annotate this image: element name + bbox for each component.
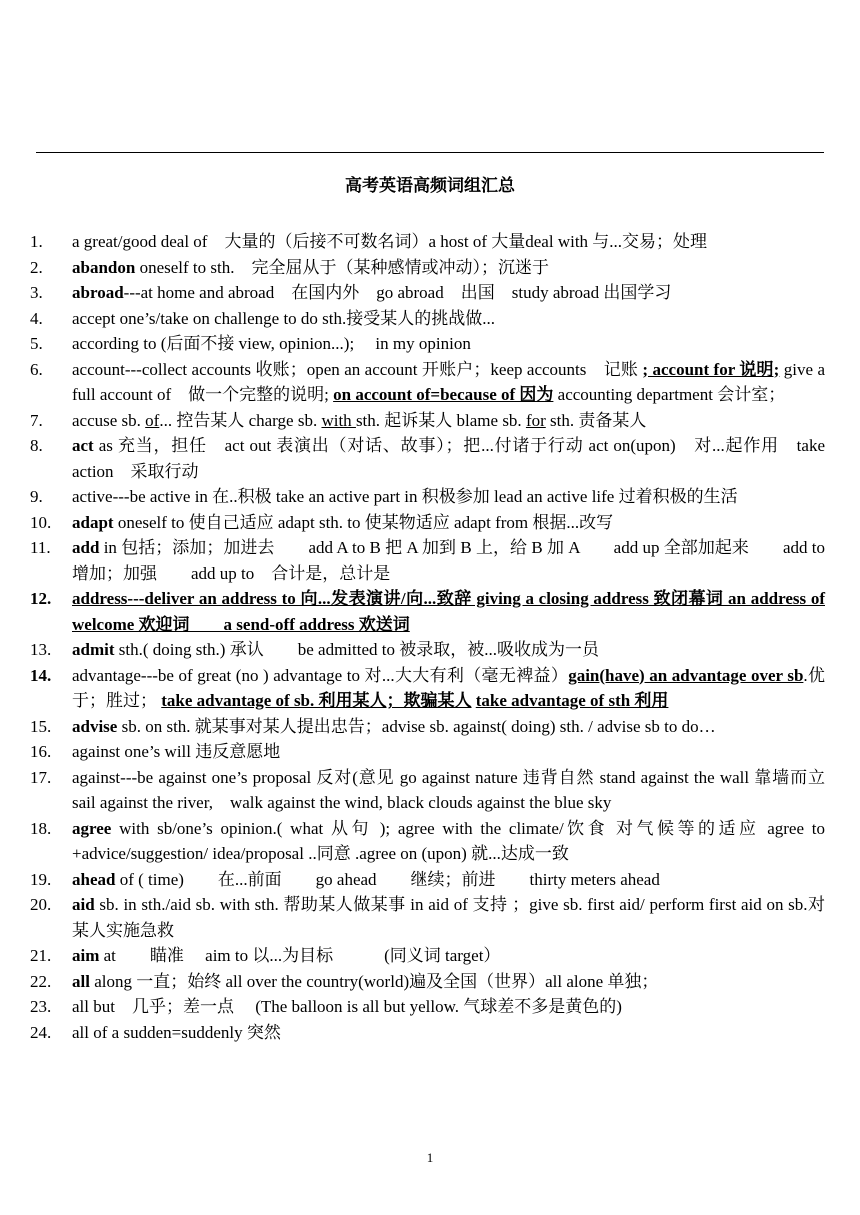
item-text	[72, 1020, 825, 1046]
item-number: 16.	[30, 742, 52, 761]
item-number: 9.	[30, 487, 43, 506]
emphasized-phrase: take advantage of sth 利用	[475, 691, 669, 710]
keyword: admit	[72, 640, 115, 659]
list-item	[30, 535, 842, 586]
keyword: abandon	[72, 257, 136, 277]
text-segment: all of a sudden=suddenly 突然	[72, 1022, 281, 1042]
text-segment: sb. in sth./aid sb. with sth. 帮助某人做某事 in aid of 支持 ；give sb. first aid/ perform first aid on sb.对某人实施急救	[72, 895, 825, 940]
item-text	[72, 586, 825, 637]
text-segment: .优于；胜过；	[72, 665, 825, 710]
text-segment: against---be against one’s proposal 反对(意见 go against nature 违背自然 stand against the wall 靠墙而立 sail against the river, walk against the wind, black clouds against the blue sky	[72, 767, 825, 812]
list-item	[30, 637, 825, 663]
item-text	[72, 484, 825, 510]
keyword: adapt	[72, 512, 114, 532]
list-item	[30, 510, 825, 536]
item-number: 3.	[30, 283, 43, 302]
item-number: 15.	[30, 716, 52, 736]
emphasized-phrase: ; account for 说明;	[642, 359, 780, 379]
item-number: 5.	[30, 334, 43, 353]
item-number: 7.	[30, 410, 43, 430]
item-text	[72, 892, 825, 943]
text-segment: along 一直；始终 all over the country(world)遍及全国（世界）all alone 单独；	[89, 971, 659, 991]
item-text	[72, 663, 825, 714]
text-segment: oneself to 使自己适应 adapt sth. to 使某物适应 adapt from 根据...改写	[113, 512, 614, 532]
text-segment: sth.( doing sth.) 承认 be admitted to 被录取，被...吸收成为一员	[114, 640, 599, 659]
item-text	[72, 433, 825, 484]
text-segment: sb. on sth. 就某事对某人提出忠告；advise sb. against( doing) sth. / advise sb to do…	[117, 716, 716, 736]
text-segment: of	[145, 410, 160, 430]
item-text	[72, 994, 825, 1020]
list-item	[30, 663, 825, 714]
keyword: ahead	[72, 869, 116, 889]
list-item	[30, 484, 825, 510]
text-segment: as 充当，担任 act out 表演出（对话、故事）；把...付诸于行动 act on(upon) 对...起作用 take action 采取行动	[72, 436, 825, 481]
keyword: advise	[72, 716, 118, 736]
keyword: abroad	[72, 283, 124, 302]
text-segment: ... 控告某人 charge sb.	[159, 410, 322, 430]
keyword: add	[72, 538, 100, 557]
keyword: act	[72, 436, 94, 455]
list-item	[30, 255, 825, 281]
list-item	[30, 714, 825, 740]
item-text	[72, 306, 825, 332]
item-number: 17.	[30, 767, 52, 787]
list-item	[30, 331, 825, 357]
item-text	[72, 535, 842, 586]
item-text	[72, 867, 825, 893]
item-text	[72, 357, 825, 408]
list-item	[30, 994, 825, 1020]
list-item	[30, 969, 825, 995]
text-segment: ---at home and abroad 在国内外 go abroad 出国 study abroad 出国学习	[123, 283, 672, 302]
text-segment: according to (后面不接 view, opinion...); in my opinion	[72, 334, 471, 353]
list-item	[30, 357, 825, 408]
item-text	[72, 255, 825, 281]
text-segment: advantage---be of great (no ) advantage to 对...大大有利（毫无裨益）	[72, 665, 569, 685]
item-number: 19.	[30, 869, 52, 889]
list-item	[30, 306, 825, 332]
item-number: 13.	[30, 640, 52, 659]
text-segment: accept one’s/take on challenge to do sth.接受某人的挑战做...	[72, 308, 496, 328]
page-title: 高考英语高频词组汇总	[345, 176, 515, 195]
item-number: 22.	[30, 971, 52, 991]
item-number: 12.	[30, 589, 52, 608]
list-item	[30, 867, 825, 893]
item-text	[72, 229, 825, 255]
item-number: 20.	[30, 895, 52, 914]
text-segment: active---be active in 在..积极 take an active part in 积极参加 lead an active life 过着积极的生活	[72, 487, 738, 506]
keyword: agree	[72, 818, 112, 838]
list-item	[30, 1020, 825, 1046]
text-segment: account---collect accounts 收账；open an account 开账户；keep accounts 记账	[72, 359, 643, 379]
item-number: 1.	[30, 232, 43, 251]
item-number: 14.	[30, 665, 52, 685]
item-text	[72, 816, 825, 867]
text-segment: for	[525, 410, 546, 430]
text-segment: at 瞄准 aim to 以...为目标 (同义词 target）	[99, 946, 501, 965]
item-text	[72, 714, 825, 740]
item-number: 4.	[30, 308, 43, 328]
text-segment: sth. 责备某人	[545, 410, 647, 430]
text-segment: in 包括；添加；加进去 add A to B 把 A 加到 B 上，给 B 加 A add up 全部加起来 add to 增加；加强 add up to 合计是，总计是	[72, 538, 842, 583]
list-item	[30, 433, 825, 484]
item-text	[72, 331, 825, 357]
item-number: 2.	[30, 257, 43, 277]
item-number: 23.	[30, 997, 52, 1016]
item-number: 24.	[30, 1022, 52, 1042]
item-number: 6.	[30, 359, 43, 379]
header-rule	[36, 152, 824, 153]
item-text	[72, 969, 825, 995]
item-text	[72, 943, 825, 969]
text-segment: of ( time) 在...前面 go ahead 继续；前进 thirty meters ahead	[115, 869, 660, 889]
emphasized-phrase: take advantage of sb. 利用某人；欺骗某人	[161, 691, 472, 710]
text-segment: against one’s will 违反意愿地	[72, 742, 281, 761]
text-segment: oneself to sth. 完全屈从于（某种感情或冲动）；沉迷于	[135, 257, 549, 277]
text-segment: with sb/one’s opinion.( what 从句 ); agree with the climate/饮食 对气候等的适应 agree to +advice/suggestion/ idea/proposal ..同意 .agree on (upon) 就...达成一致	[72, 818, 825, 863]
item-text	[72, 765, 825, 816]
keyword: all	[72, 971, 90, 991]
list-item	[30, 816, 825, 867]
text-segment: with	[321, 410, 356, 430]
list-item	[30, 943, 825, 969]
keyword: aim	[72, 946, 100, 965]
text-segment: give a full account of 做一个完整的说明;	[72, 359, 825, 404]
emphasized-phrase: address---deliver an address to 向...发表演讲/向...致辞 giving a closing address 致闭幕词 an address of welcome 欢迎词 a send-off address 欢送词	[72, 589, 825, 634]
item-text	[72, 280, 825, 306]
list-item	[30, 408, 825, 434]
keyword: aid	[72, 895, 95, 914]
list-item	[30, 280, 825, 306]
item-number: 10.	[30, 512, 52, 532]
text-segment: all but 几乎；差一点 (The balloon is all but yellow. 气球差不多是黄色的)	[72, 997, 622, 1016]
list-item	[30, 586, 825, 637]
text-segment: a great/good deal of 大量的（后接不可数名词）a host of 大量deal with 与...交易；处理	[72, 232, 708, 251]
text-segment: sth. 起诉某人 blame sb.	[355, 410, 526, 430]
list-item	[30, 765, 825, 816]
item-number: 21.	[30, 946, 52, 965]
item-text	[72, 637, 825, 663]
list-item	[30, 892, 825, 943]
phrase-list	[30, 229, 842, 1045]
emphasized-phrase: gain(have) an advantage over sb	[568, 665, 804, 685]
text-segment: accounting department 会计室；	[553, 385, 786, 404]
list-item	[30, 739, 825, 765]
item-number: 18.	[30, 818, 52, 838]
item-number: 11.	[30, 538, 51, 557]
emphasized-phrase: on account of=because of 因为	[333, 385, 554, 404]
item-text	[72, 739, 825, 765]
page-number: 1	[426, 1150, 434, 1165]
item-text	[72, 510, 825, 536]
list-item	[30, 229, 825, 255]
item-number: 8.	[30, 436, 43, 455]
text-segment: accuse sb.	[72, 410, 146, 430]
item-text	[72, 408, 825, 434]
